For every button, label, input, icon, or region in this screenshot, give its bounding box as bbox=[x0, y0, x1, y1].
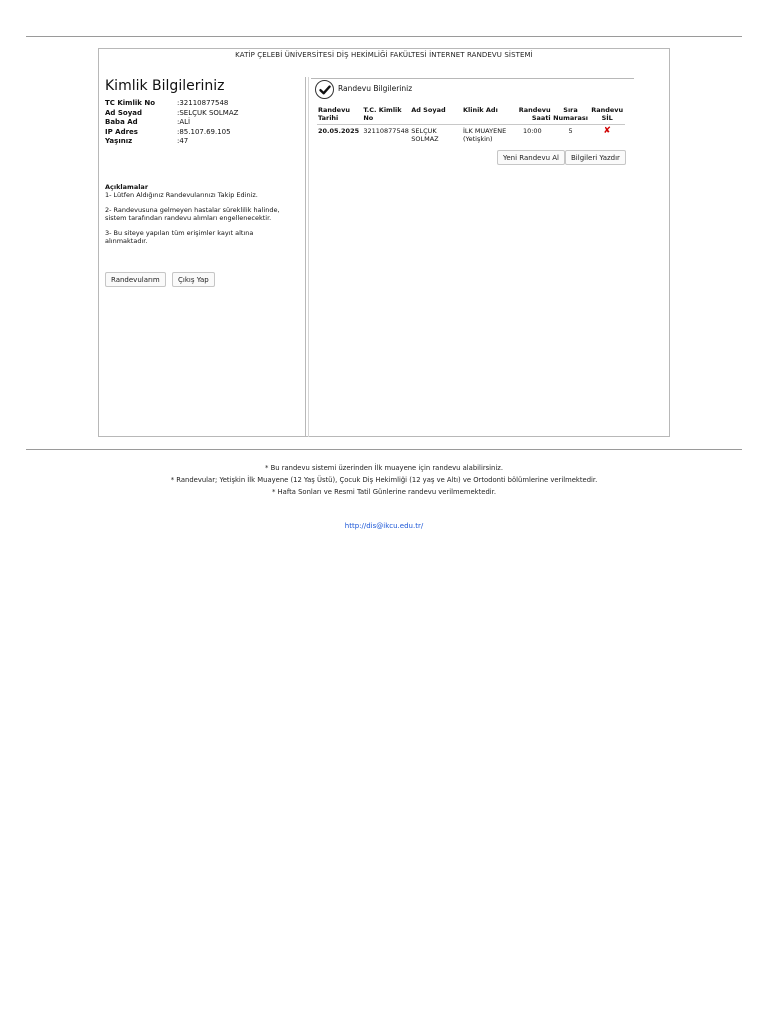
col-delete: Randevu SİL bbox=[589, 107, 625, 125]
note-item: 3- Bu siteye yapılan tüm erişimler kayıt altına alınmaktadır. bbox=[105, 229, 254, 245]
note-item: 2- Randevusuna gelmeyen hastalar sürekli̇li̇k halinde, sistem tarafından randevu alımları engellenecektir. bbox=[105, 206, 280, 222]
footer-note: * Hafta Sonları ve Resmi Tatil Günlerine randevu verilmemektedir. bbox=[272, 488, 496, 496]
contact-link[interactable]: http://dis@ikcu.edu.tr/ bbox=[344, 522, 424, 530]
cell-date: 20.05.2025 bbox=[318, 127, 360, 135]
footer-note: * Bu randevu sistemi üzerinden İlk muayene için randevu alabilirsiniz. bbox=[265, 464, 503, 472]
cell-time: 10:00 bbox=[522, 127, 542, 135]
top-divider bbox=[26, 36, 742, 37]
info-row-tc bbox=[105, 99, 238, 109]
info-label: Yaşınız bbox=[105, 137, 133, 145]
cell-tc: 32110877548 bbox=[363, 127, 409, 135]
note-item: 1- Lütfen Aldığınız Randevularınızı Takip Ediniz. bbox=[105, 191, 258, 199]
print-button[interactable]: Bilgileri Yazdır bbox=[565, 150, 626, 165]
header-divider bbox=[311, 78, 634, 79]
main-frame bbox=[98, 48, 670, 437]
info-label: Ad Soyad bbox=[105, 108, 143, 117]
cell-order: 5 bbox=[568, 127, 573, 135]
info-label: Baba Ad bbox=[105, 118, 138, 126]
info-value: :ALİ bbox=[177, 118, 191, 126]
appointments-table bbox=[317, 107, 625, 143]
info-row-age bbox=[105, 137, 238, 147]
column-divider bbox=[305, 77, 306, 437]
table-header-row bbox=[317, 107, 625, 125]
info-value: :SELÇUK SOLMAZ bbox=[177, 108, 239, 117]
cell-clinic: İLK MUAYENE (Yetişkin) bbox=[462, 127, 507, 143]
info-row-father bbox=[105, 118, 238, 128]
col-date: Randevu Tarihi bbox=[317, 107, 362, 125]
page-title: KATİP ÇELEBİ ÜNİVERSİTESİ DİŞ HEKİMLİĞİ FAKÜLTESİ İNTERNET RANDEVU SİSTEMİ bbox=[235, 51, 533, 59]
info-row-name bbox=[105, 109, 238, 119]
notes-heading: Açıklamalar bbox=[105, 183, 149, 191]
notes-section bbox=[105, 183, 295, 252]
info-value: :85.107.69.105 bbox=[177, 127, 231, 136]
info-label: TC Kimlik No bbox=[105, 99, 156, 107]
new-appointment-button[interactable]: Yeni Randevu Al bbox=[497, 150, 565, 165]
identity-info bbox=[105, 99, 238, 147]
col-tc: T.C. Kimlik No bbox=[362, 107, 410, 125]
check-icon bbox=[315, 80, 334, 99]
info-value: :47 bbox=[177, 137, 189, 145]
appointments-title: Randevu Bilgileriniz bbox=[338, 84, 413, 93]
footer-divider bbox=[26, 449, 742, 450]
footer-note: * Randevular; Yetişkin İlk Muayene (12 Yaş Üstü), Çocuk Diş Hekimliği (12 yaş ve Altı) ve Ortodonti bölümlerine verilmektedir. bbox=[170, 476, 598, 484]
table-row bbox=[317, 125, 625, 144]
col-name: Ad Soyad bbox=[410, 107, 462, 125]
logout-button[interactable]: Çıkış Yap bbox=[172, 272, 215, 287]
info-label: IP Adres bbox=[105, 127, 138, 136]
appointments-button[interactable]: Randevularım bbox=[105, 272, 166, 287]
info-value: :32110877548 bbox=[177, 99, 229, 107]
delete-cell bbox=[589, 125, 625, 144]
column-divider bbox=[308, 77, 309, 437]
col-clinic: Klinik Adı bbox=[462, 107, 513, 125]
identity-title: Kimlik Bilgileriniz bbox=[105, 78, 225, 94]
delete-icon[interactable]: ✘ bbox=[603, 126, 611, 136]
cell-name: SELÇUK SOLMAZ bbox=[411, 127, 439, 143]
info-row-ip bbox=[105, 128, 238, 138]
col-time: Randevu Saati bbox=[513, 107, 552, 125]
col-order: Sıra Numarası bbox=[552, 107, 590, 125]
